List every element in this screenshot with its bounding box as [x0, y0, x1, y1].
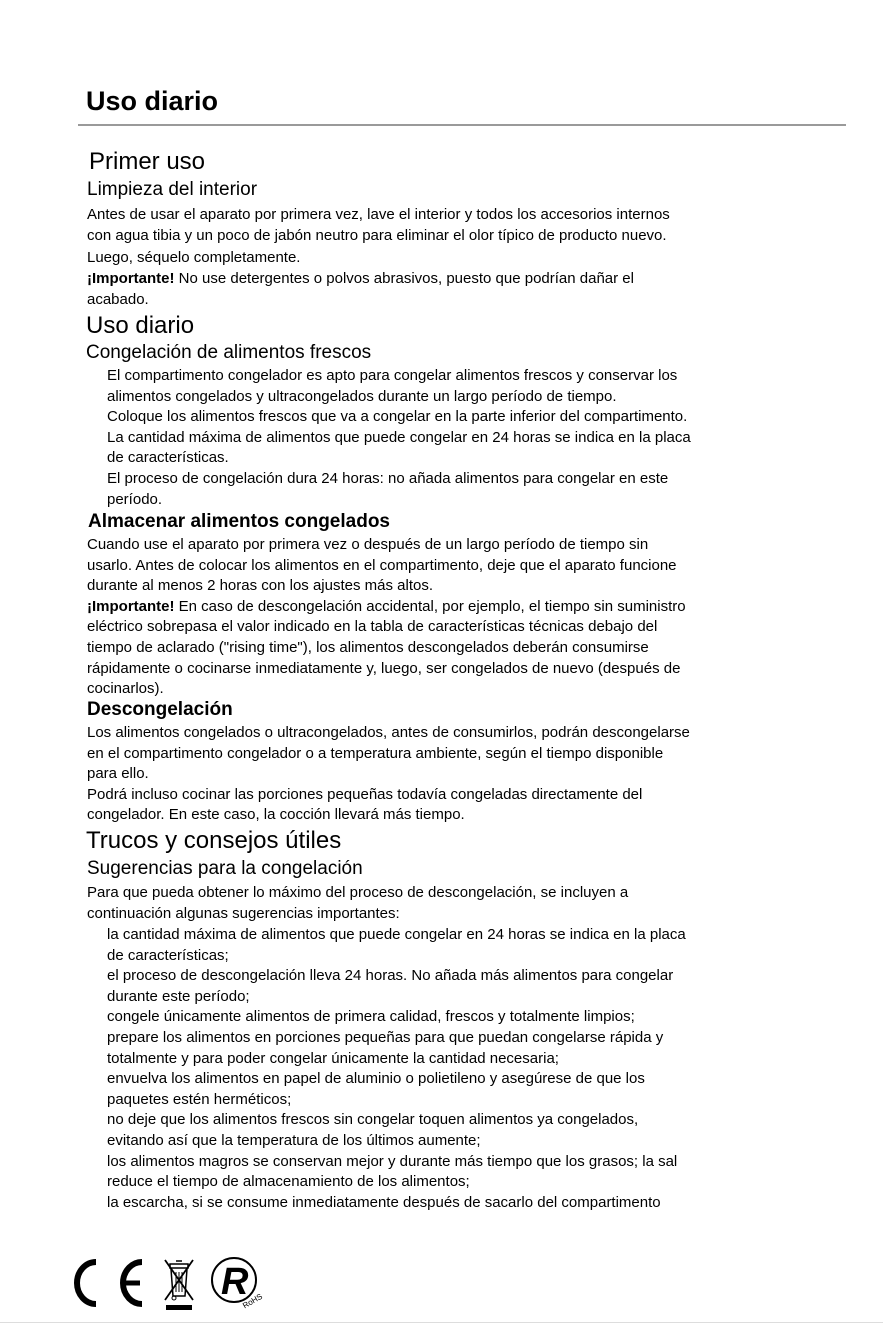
- text-line: para ello.: [87, 765, 149, 783]
- list-item: no deje que los alimentos frescos sin congelar toquen alimentos ya congelados,: [107, 1111, 639, 1129]
- important-text: No use detergentes o polvos abrasivos, puesto que podrían dañar el: [174, 270, 634, 287]
- certification-logos: [66, 1252, 276, 1312]
- text-line: Coloque los alimentos frescos que va a congelar en la parte inferior del compartimento.: [107, 408, 688, 426]
- text-line: continuación algunas sugerencias importantes:: [87, 904, 400, 922]
- text-line: El proceso de congelación dura 24 horas: no añada alimentos para congelar en este: [107, 469, 669, 487]
- text-line: en el compartimento congelador o a temperatura ambiente, según el tiempo disponible: [87, 744, 664, 762]
- paragraph-congelacion: [107, 366, 691, 510]
- text-line: Podrá incluso cocinar las porciones pequeñas todavía congeladas directamente del: [87, 785, 643, 803]
- paragraph-limpieza: [87, 205, 670, 246]
- text-line: de características.: [107, 449, 229, 467]
- section-title-uso-diario: Uso diario: [86, 312, 195, 339]
- subtitle-sugerencias: Sugerencias para la congelación: [87, 858, 363, 879]
- subtitle-congelacion: Congelación de alimentos frescos: [86, 342, 372, 363]
- list-item: la cantidad máxima de alimentos que puede congelar en 24 horas se indica en la placa: [107, 926, 686, 943]
- list-item: durante este período;: [107, 987, 250, 1005]
- text-line: Para que pueda obtener lo máximo del proceso de descongelación, se incluyen a: [87, 884, 629, 901]
- text-line: congelador. En este caso, la cocción llevará más tiempo.: [87, 806, 465, 824]
- list-item: envuelva los alimentos en papel de aluminio o polietileno y asegúrese de que los: [107, 1070, 645, 1088]
- list-item: los alimentos magros se conservan mejor y durante más tiempo que los grasos; la sal: [107, 1152, 678, 1170]
- page-bottom-edge: [0, 1322, 883, 1323]
- ce-mark-icon: [77, 1262, 142, 1304]
- subtitle-descongelacion: Descongelación: [87, 699, 233, 720]
- text-line: período.: [107, 490, 163, 508]
- list-item: el proceso de descongelación lleva 24 horas. No añada más alimentos para congelar: [107, 967, 674, 985]
- paragraph-intro: [87, 883, 628, 924]
- rohs-label: RoHS: [241, 1291, 265, 1311]
- text-line: con agua tibia y un poco de jabón neutro para eliminar el olor típico de producto nuevo.: [87, 226, 667, 244]
- paragraph-secar: Luego, séquelo completamente.: [87, 249, 301, 266]
- text-line: Cuando use el aparato por primera vez o después de un largo período de tiempo sin: [87, 536, 649, 553]
- subtitle-almacenar: Almacenar alimentos congelados: [88, 511, 390, 532]
- list-item: de características;: [107, 946, 229, 964]
- list-item: la escarcha, si se consume inmediatamente después de sacarlo del compartimento: [107, 1193, 661, 1211]
- text-line: Antes de usar el aparato por primera vez, lave el interior y todos los accesorios internos: [87, 206, 670, 223]
- text-line: durante al menos 2 horas con los ajustes más altos.: [87, 577, 434, 595]
- paragraph-descongelacion: [87, 723, 690, 826]
- important-note-1: [87, 269, 634, 310]
- text-line: alimentos congelados y ultracongelados durante un largo período de tiempo.: [107, 387, 617, 405]
- list-item: paquetes estén herméticos;: [107, 1090, 292, 1108]
- section-title-primer-uso: Primer uso: [89, 148, 206, 175]
- title-divider: [78, 124, 846, 126]
- text-line: usarlo. Antes de colocar los alimentos en el compartimento, deje que el aparato funcione: [87, 556, 677, 574]
- text-line: La cantidad máxima de alimentos que puede congelar en 24 horas se indica en la placa: [107, 428, 691, 446]
- important-label: ¡Importante!: [87, 597, 175, 615]
- text-line: El compartimento congelador es apto para congelar alimentos frescos y conservar los: [107, 367, 678, 384]
- weee-bin-icon: [165, 1260, 193, 1310]
- list-item: prepare los alimentos en porciones pequeñas para que puedan congelarse rápida y: [107, 1028, 664, 1046]
- text-line: eléctrico sobrepasa el valor indicado en la tabla de características técnicas debajo del: [87, 618, 658, 636]
- page-title: Uso diario: [86, 86, 219, 116]
- text-line: rápidamente o cocinarse inmediatamente y, luego, ser congelados de nuevo (después de: [87, 659, 681, 677]
- important-label: ¡Importante!: [87, 270, 175, 287]
- text-line: Los alimentos congelados o ultracongelados, antes de consumirlos, podrán descongelarse: [87, 724, 690, 741]
- list-item: totalmente y para poder congelar únicamente la cantidad necesaria;: [107, 1049, 559, 1067]
- list-item: congele únicamente alimentos de primera calidad, frescos y totalmente limpios;: [107, 1008, 635, 1026]
- text-line: acabado.: [87, 290, 149, 308]
- list-item: reduce el tiempo de almacenamiento de los alimentos;: [107, 1173, 470, 1191]
- section-title-trucos: Trucos y consejos útiles: [86, 827, 342, 854]
- list-item: evitando así que la temperatura de los últimos aumente;: [107, 1131, 481, 1149]
- text-line: cocinarlos).: [87, 680, 164, 698]
- important-text: En caso de descongelación accidental, por ejemplo, el tiempo sin suministro: [174, 597, 686, 615]
- rohs-icon: [212, 1258, 264, 1310]
- tips-list: [107, 925, 686, 1213]
- rohs-r-letter: R: [221, 1261, 249, 1303]
- text-line: tiempo de aclarado ("rising time"), los alimentos descongelados deberán consumirse: [87, 638, 649, 656]
- subtitle-limpieza: Limpieza del interior: [87, 179, 258, 200]
- logos-svg: [66, 1252, 276, 1314]
- paragraph-almacenar: [87, 535, 686, 700]
